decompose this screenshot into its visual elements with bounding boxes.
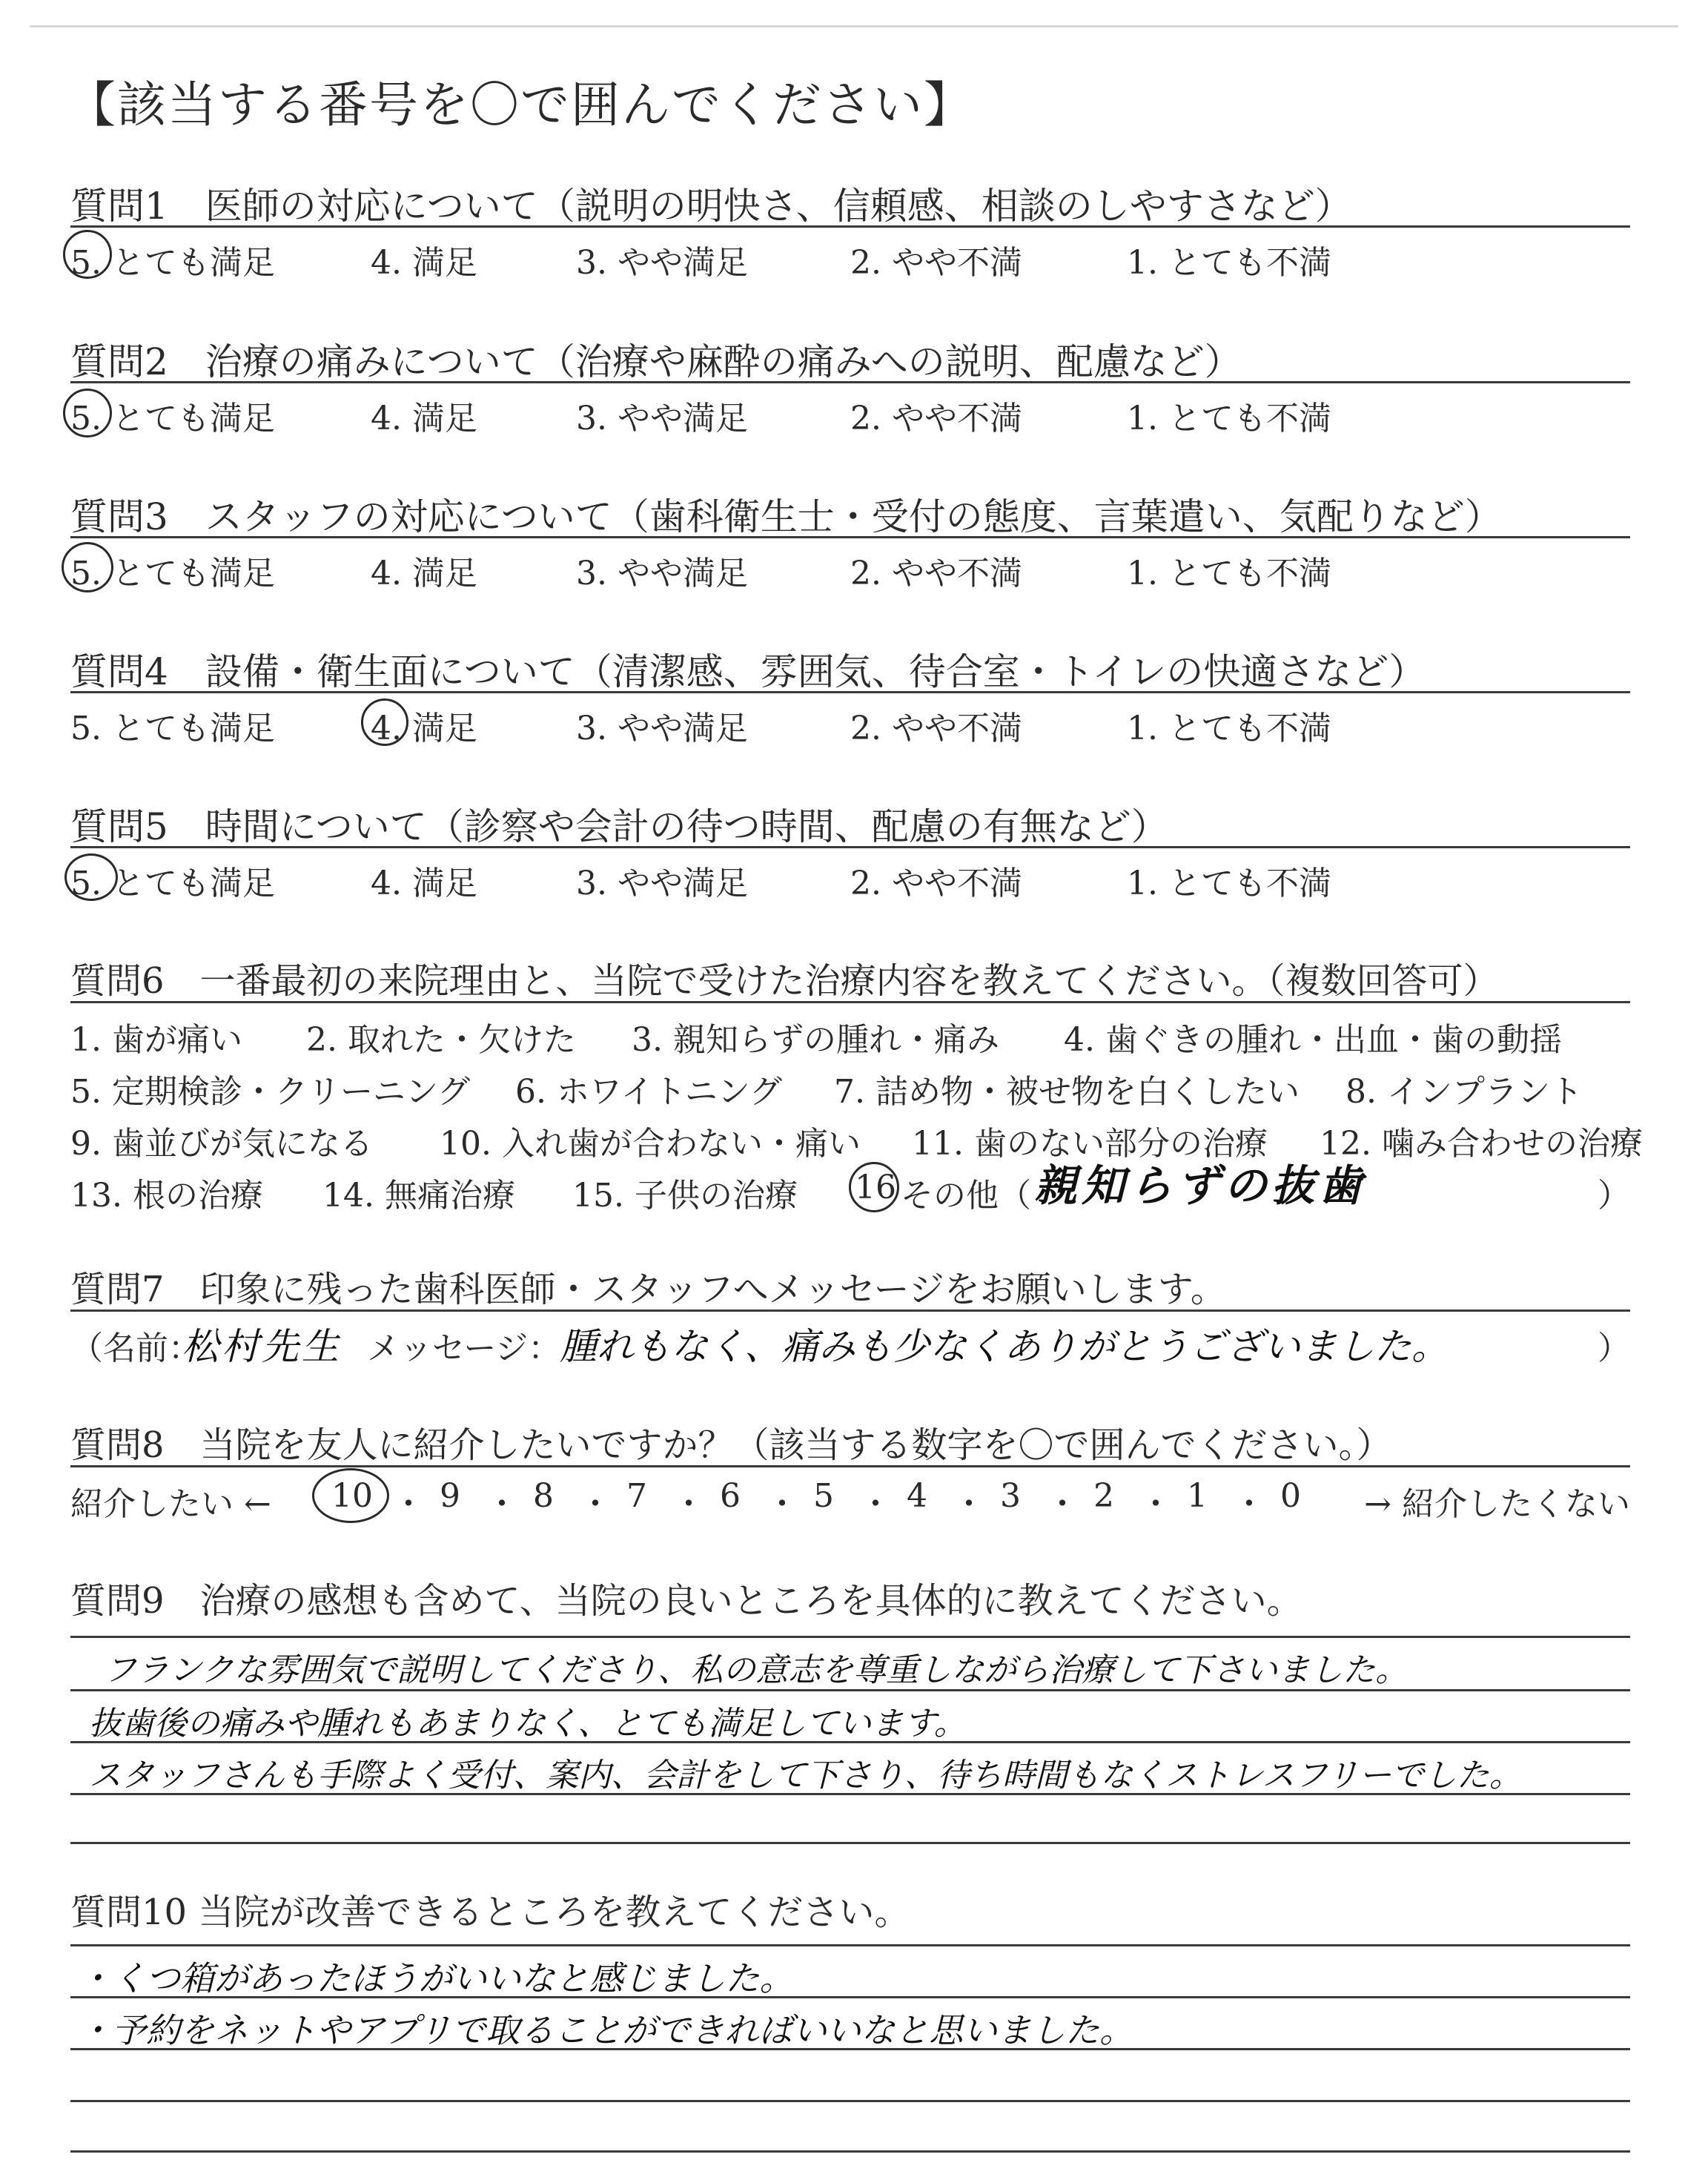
question-8 — [70, 1416, 1630, 1527]
question-5 — [70, 797, 1630, 902]
selection-circle — [312, 1468, 389, 1523]
question-rule — [70, 381, 1630, 383]
question-4 — [70, 642, 1630, 747]
selection-circle — [64, 853, 118, 901]
name-label: （名前： — [70, 1330, 201, 1367]
score-6[interactable]: 6 — [720, 1477, 741, 1515]
reason-16-number[interactable]: 16 — [855, 1169, 896, 1206]
question-title: 質問8 当院を友人に紹介したいですか？（該当する数字を〇で囲んでください。） — [70, 1424, 1392, 1466]
reason-16-close: ） — [1598, 1177, 1630, 1215]
option-2[interactable]: 2. やや不満 — [850, 710, 1022, 747]
question-rule — [70, 691, 1630, 693]
option-3[interactable]: 3. やや満足 — [576, 865, 748, 902]
page-heading: 【該当する番号を〇で囲んでください】 — [67, 76, 974, 133]
score-separator: ・ — [1046, 1485, 1079, 1523]
question-rule — [70, 536, 1630, 538]
option-4[interactable]: 4. 満足 — [371, 400, 477, 437]
reason-16-label: その他（ — [901, 1177, 1031, 1215]
score-separator: ・ — [859, 1485, 892, 1523]
option-1[interactable]: 1. とても不満 — [1127, 555, 1331, 592]
score-separator: ・ — [1139, 1485, 1172, 1523]
question-9 — [70, 1572, 1630, 1625]
reason-14[interactable]: 14. 無痛治療 — [322, 1177, 515, 1215]
answer-line — [70, 2150, 1630, 2153]
selection-circle — [849, 1162, 899, 1212]
positive-feedback-line-1: フランクな雰囲気で説明してくださり、私の意志を尊重しながら治療して下さいました。 — [104, 1651, 1409, 1689]
recommend-right-label: → 紹介したくない — [1364, 1485, 1630, 1523]
score-separator: ・ — [953, 1485, 985, 1523]
message-label: メッセージ： — [367, 1330, 561, 1367]
option-4[interactable]: 4. 満足 — [371, 555, 477, 592]
score-separator: ・ — [392, 1485, 425, 1523]
option-2[interactable]: 2. やや不満 — [850, 555, 1022, 592]
question-rule — [70, 1309, 1630, 1312]
positive-feedback-line-3: スタッフさんも手際よく受付、案内、会計をして下さり、待ち時間もなくストレスフリーでした。 — [89, 1757, 1522, 1794]
reason-5[interactable]: 5. 定期検診・クリーニング — [70, 1073, 471, 1111]
score-1[interactable]: 1 — [1187, 1477, 1208, 1515]
reason-7[interactable]: 7. 詰め物・被せ物を白くしたい — [834, 1073, 1300, 1111]
message-close: ） — [1598, 1330, 1630, 1367]
positive-feedback-line-2: 抜歯後の痛みや腫れもあまりなく、とても満足しています。 — [89, 1705, 967, 1743]
question-title: 質問1 医師の対応について（説明の明快さ、信頼感、相談のしやすさなど） — [70, 185, 1352, 228]
question-rule — [70, 1465, 1630, 1467]
score-separator: ・ — [486, 1485, 518, 1523]
selection-circle — [63, 230, 112, 279]
question-2 — [70, 332, 1630, 437]
reason-11[interactable]: 11. 歯のない部分の治療 — [912, 1125, 1268, 1163]
question-rule — [70, 846, 1630, 848]
option-2[interactable]: 2. やや不満 — [850, 400, 1022, 437]
option-5[interactable]: 5. とても満足 — [70, 710, 275, 747]
selection-circle — [63, 389, 112, 437]
recommend-left-label: 紹介したい ← — [70, 1485, 271, 1523]
reason-8[interactable]: 8. インプラント — [1345, 1073, 1583, 1111]
question-title: 質問6 一番最初の来院理由と、当院で受けた治療内容を教えてください。（複数回答可） — [70, 960, 1499, 1002]
question-title: 質問4 設備・衛生面について（清潔感、雰囲気、待合室・トイレの快適さなど） — [70, 650, 1426, 693]
reason-4[interactable]: 4. 歯ぐきの腫れ・出血・歯の動揺 — [1064, 1021, 1562, 1059]
answer-line — [70, 2100, 1630, 2102]
improvement-line-1: ・くつ箱があったほうがいいなと感じました。 — [78, 1958, 794, 1998]
question-rule — [70, 1001, 1630, 1003]
improvement-line-2: ・予約をネットやアプリで取ることができればいいなと思いました。 — [78, 2010, 1134, 2050]
answer-line — [70, 1636, 1630, 1638]
question-1 — [70, 176, 1630, 282]
reason-15[interactable]: 15. 子供の治療 — [572, 1177, 798, 1215]
option-3[interactable]: 3. やや満足 — [576, 244, 748, 282]
score-separator: ・ — [766, 1485, 798, 1523]
other-reason-handwritten: 親知らずの抜歯 — [1034, 1160, 1367, 1211]
option-3[interactable]: 3. やや満足 — [576, 400, 748, 437]
option-1[interactable]: 1. とても不満 — [1127, 400, 1331, 437]
question-title: 質問10 当院が改善できるところを教えてください。 — [70, 1892, 910, 1933]
option-1[interactable]: 1. とても不満 — [1127, 865, 1331, 902]
score-separator: ・ — [579, 1485, 612, 1523]
option-3[interactable]: 3. やや満足 — [576, 555, 748, 592]
question-3 — [70, 487, 1630, 592]
selection-circle — [361, 698, 408, 746]
option-5[interactable]: 5. とても満足 — [70, 400, 275, 437]
question-title: 質問3 スタッフの対応について（歯科衛生士・受付の態度、言葉遣い、気配りなど） — [70, 495, 1502, 538]
answer-line — [70, 1944, 1630, 1946]
option-1[interactable]: 1. とても不満 — [1127, 244, 1331, 282]
question-title: 質問5 時間について（診察や会計の待つ時間、配慮の有無など） — [70, 805, 1168, 848]
reason-6[interactable]: 6. ホワイトニング — [515, 1073, 783, 1111]
score-5[interactable]: 5 — [813, 1477, 834, 1515]
question-title: 質問2 治療の痛みについて（治療や麻酔の痛みへの説明、配慮など） — [70, 340, 1242, 383]
question-rule — [70, 225, 1630, 228]
score-0[interactable]: 0 — [1280, 1477, 1301, 1515]
option-3[interactable]: 3. やや満足 — [576, 710, 748, 747]
option-5[interactable]: 5. とても満足 — [70, 865, 275, 902]
reason-2[interactable]: 2. 取れた・欠けた — [306, 1021, 576, 1059]
option-4[interactable]: 4. 満足 — [371, 865, 477, 902]
option-5[interactable]: 5. とても満足 — [70, 244, 275, 282]
question-7 — [70, 1261, 1630, 1368]
question-title: 質問7 印象に残った歯科医師・スタッフへメッセージをお願いします。 — [70, 1269, 1226, 1310]
score-10[interactable]: 10 — [331, 1477, 373, 1515]
reason-10[interactable]: 10. 入れ歯が合わない・痛い — [440, 1125, 861, 1163]
score-2[interactable]: 2 — [1093, 1477, 1114, 1515]
option-4[interactable]: 4. 満足 — [371, 244, 477, 282]
reason-1[interactable]: 1. 歯が痛い — [70, 1021, 242, 1059]
score-3[interactable]: 3 — [1000, 1477, 1021, 1515]
option-2[interactable]: 2. やや不満 — [850, 865, 1022, 902]
score-7[interactable]: 7 — [626, 1477, 647, 1515]
reason-12[interactable]: 12. 噛み合わせの治療 — [1320, 1125, 1643, 1163]
option-2[interactable]: 2. やや不満 — [850, 244, 1022, 282]
score-separator: ・ — [672, 1485, 705, 1523]
answer-line — [70, 1842, 1630, 1844]
name-handwritten: 松村先生 — [182, 1325, 342, 1368]
score-separator: ・ — [1233, 1485, 1265, 1523]
question-6 — [70, 952, 1643, 1215]
reason-3[interactable]: 3. 親知らずの腫れ・痛み — [632, 1021, 999, 1059]
top-rule — [30, 25, 1678, 27]
question-10 — [70, 1883, 1630, 1937]
score-4[interactable]: 4 — [907, 1477, 927, 1515]
option-5[interactable]: 5. とても満足 — [70, 555, 275, 592]
reason-9[interactable]: 9. 歯並びが気になる — [70, 1125, 373, 1163]
selection-circle — [62, 542, 113, 592]
option-4[interactable]: 4. 満足 — [371, 710, 477, 747]
question-title: 質問9 治療の感想も含めて、当院の良いところを具体的に教えてください。 — [70, 1580, 1302, 1622]
message-handwritten: 腫れもなく、痛みも少なくありがとうございました。 — [560, 1325, 1449, 1368]
score-8[interactable]: 8 — [533, 1477, 554, 1515]
option-1[interactable]: 1. とても不満 — [1127, 710, 1331, 747]
reason-13[interactable]: 13. 根の治療 — [70, 1177, 263, 1215]
score-9[interactable]: 9 — [440, 1477, 460, 1515]
